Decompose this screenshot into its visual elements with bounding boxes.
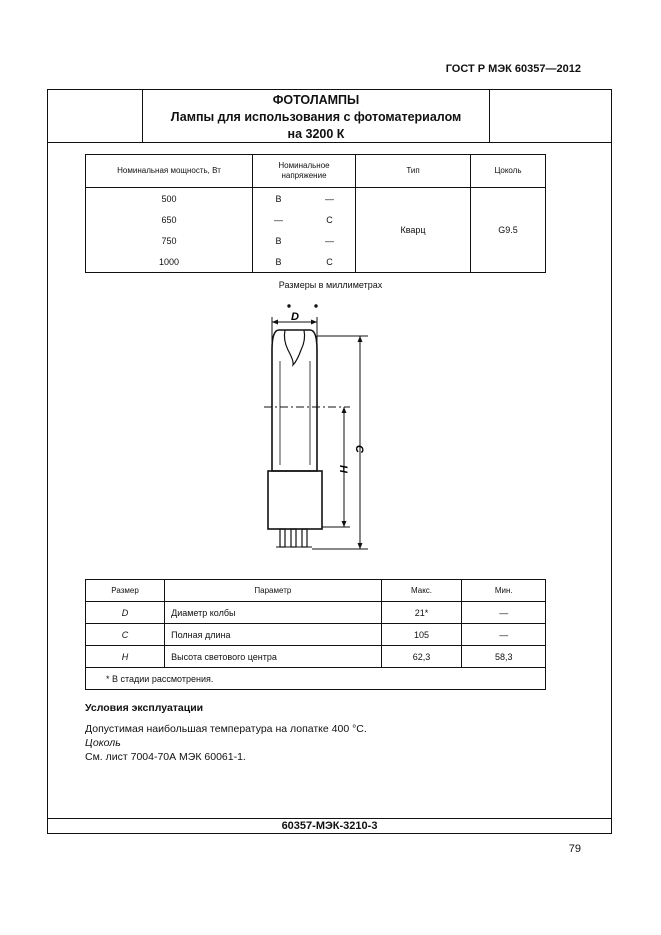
voltage-c-cell: — [304,230,356,251]
label-h: H [337,465,349,473]
max-cell: 21* [381,602,462,624]
power-cell: 750 [86,230,253,251]
col-type-header: Тип [356,155,471,188]
col-cap-header: Цоколь [471,155,546,188]
cap-cell: G9.5 [471,188,546,273]
voltage-b-cell: B [253,230,305,251]
pin [302,529,307,547]
footer-separator [48,818,611,819]
param-cell: Полная длина [165,624,382,646]
power-cell: 500 [86,188,253,210]
min-cell: 58,3 [462,646,546,668]
col-power-header: Номинальная мощность, Вт [86,155,253,188]
col-param-header: Параметр [165,580,382,602]
dim-cell: D [86,602,165,624]
title-line-3: на 3200 К [287,127,345,141]
table-note-row [86,668,546,690]
standard-number: ГОСТ Р МЭК 60357—2012 [445,63,581,75]
dim-cell: H [86,646,165,668]
page-number: 79 [568,843,581,855]
lamp-base [268,471,322,529]
pin [291,529,296,547]
max-cell: 105 [381,624,462,646]
conditions-line-1: Допустимая наибольшая температура на лопатке 400 °С. [85,723,367,735]
power-cell: 1000 [86,251,253,273]
table-row [86,188,546,210]
voltage-b-cell: B [253,251,305,273]
dimensions-table [85,579,546,690]
param-cell: Диаметр колбы [165,602,382,624]
ratings-table [85,154,546,273]
footnote: * В стадии рассмотрения. [86,668,546,690]
param-cell: Высота светового центра [165,646,382,668]
min-cell: — [462,602,546,624]
pin [280,529,285,547]
col-voltage-header: Номинальное напряжение [253,155,356,188]
sheet-number: 60357-МЭК-3210-3 [281,820,378,832]
min-cell: — [462,624,546,646]
conditions-title: Условия эксплуатации [85,702,204,714]
dimensions-caption: Размеры в миллиметрах [278,280,383,290]
voltage-b-cell: B [253,188,305,210]
label-c: C [353,445,365,453]
sheet-title [143,92,489,143]
conditions-line-3: См. лист 7004-70А МЭК 60061-1. [85,751,246,763]
header-divider-right [489,90,490,142]
title-line-1: ФОТОЛАМПЫ [272,93,360,107]
voltage-c-cell: — [304,188,356,210]
table-row [86,624,546,646]
power-cell: 650 [86,209,253,230]
col-max-header: Макс. [381,580,462,602]
table-row [86,602,546,624]
title-line-2: Лампы для использования с фотоматериалом [170,110,462,124]
voltage-c-cell: C [304,251,356,273]
col-min-header: Мин. [462,580,546,602]
center-mark [288,305,290,307]
voltage-b-cell: — [253,209,305,230]
conditions-line-2: Цоколь [85,737,121,749]
lamp-drawing [250,295,390,560]
header-separator [48,142,611,143]
dim-cell: C [86,624,165,646]
type-cell: Кварц [356,188,471,273]
col-dim-header: Размер [86,580,165,602]
max-cell: 62,3 [381,646,462,668]
table-row [86,646,546,668]
voltage-c-cell: C [304,209,356,230]
label-d: D [291,311,299,323]
center-mark [315,305,317,307]
